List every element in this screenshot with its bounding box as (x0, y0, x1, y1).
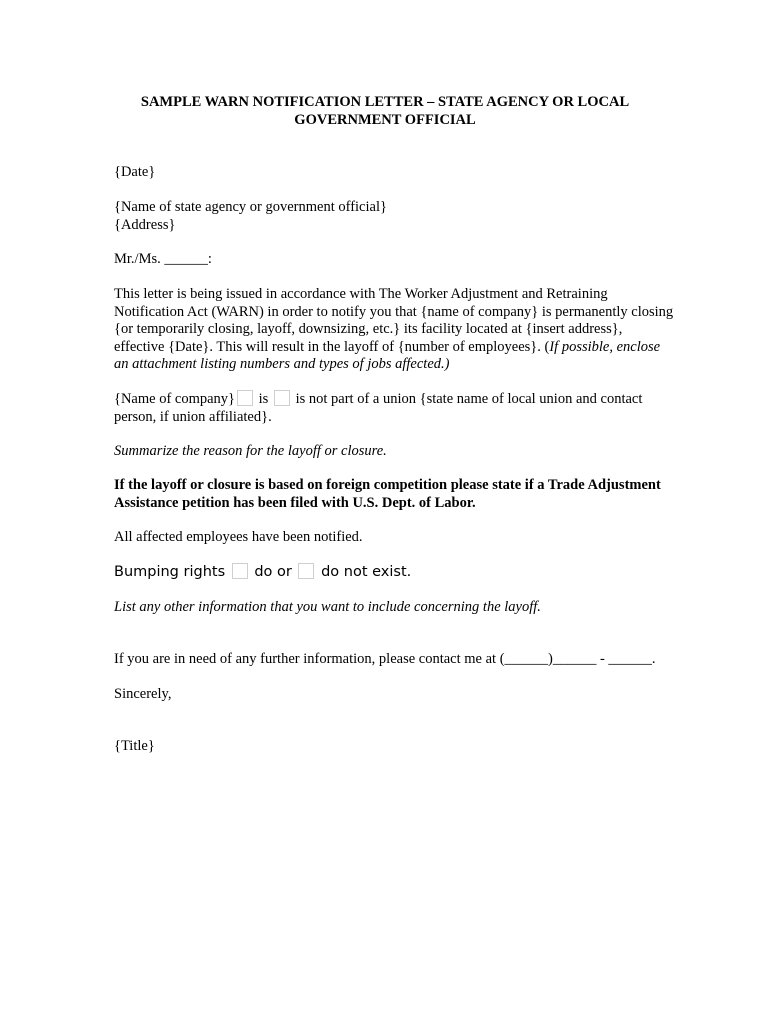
union-is-label: is (258, 391, 269, 407)
bumping-prefix: Bumping rights (114, 564, 226, 580)
signature-title: {Title} (114, 738, 155, 754)
title-line-2: GOVERNMENT OFFICIAL (294, 111, 476, 128)
bumping-do-checkbox[interactable] (232, 563, 248, 579)
date-placeholder: {Date} (114, 164, 156, 180)
bumping-not-exist: do not exist. (321, 564, 412, 580)
union-rest: is not part of a union {state name of local union and contact person, if union affiliated}. (114, 391, 643, 425)
body-paragraph-warn (114, 286, 674, 374)
union-is-not-checkbox[interactable] (274, 390, 290, 406)
body-paragraph-text: This letter is being issued in accordance with The Worker Adjustment and Retraining Notification Act (WARN) in order to notify you that {name of company} is permanently closing {or temporarily closing, layoff, downsizing, etc.} its facility located at {insert address}, effective {Date}. This will result in the layoff of {number of employees}. ( (114, 286, 674, 355)
union-paragraph (114, 390, 674, 426)
contact-line: If you are in need of any further information, please contact me at (______)______ - ______. (114, 651, 656, 667)
bumping-do-or: do or (254, 564, 292, 580)
letter-title (100, 94, 670, 129)
summarize-instruction: Summarize the reason for the layoff or closure. (114, 443, 387, 459)
title-line-1: SAMPLE WARN NOTIFICATION LETTER – STATE AGENCY OR LOCAL (140, 94, 630, 110)
recipient-address: {Address} (114, 216, 176, 233)
closing: Sincerely, (114, 686, 172, 702)
recipient-name: {Name of state agency or government official} (114, 199, 387, 215)
bumping-rights-line (114, 563, 674, 582)
bumping-do-not-checkbox[interactable] (298, 563, 314, 579)
body-paragraph-italic-note: If possible, enclose an attachment listing numbers and types of jobs affected.) (114, 338, 661, 372)
other-info-instruction: List any other information that you want to include concerning the layoff. (114, 599, 541, 615)
salutation: Mr./Ms. ______: (114, 251, 212, 267)
recipient-block (114, 199, 674, 234)
union-is-checkbox[interactable] (237, 390, 253, 406)
union-company: {Name of company} (114, 391, 236, 407)
employees-notified: All affected employees have been notified. (114, 529, 363, 545)
trade-adjustment-paragraph: If the layoff or closure is based on foreign competition please state if a Trade Adjustment Assistance petition has been filed with U.S. Dept. of Labor. (114, 477, 661, 511)
